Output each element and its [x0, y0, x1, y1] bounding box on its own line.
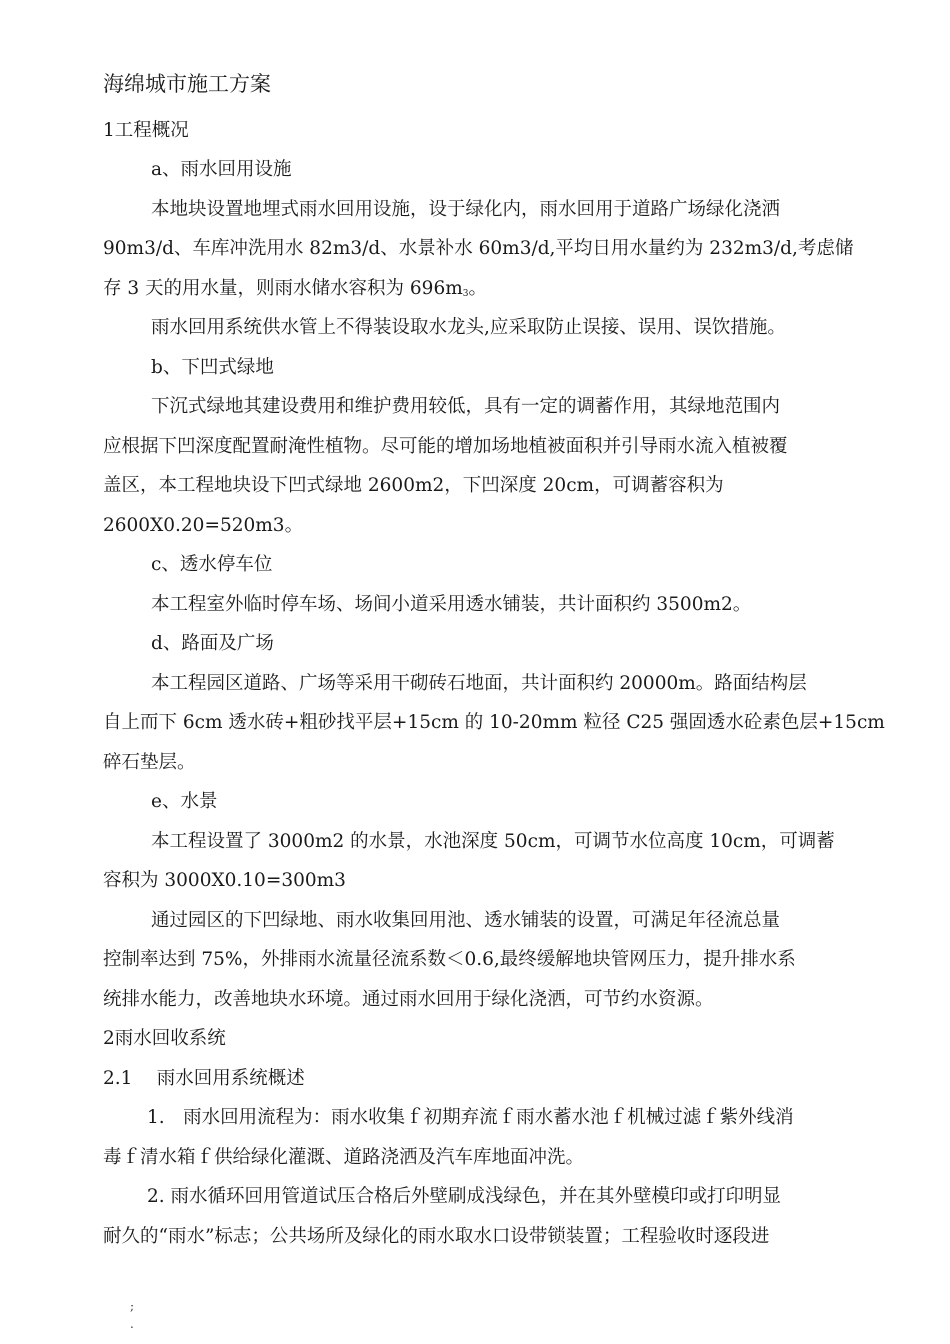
paragraph-text: 存 3 天的用水量，则雨水储水容积为 696m [103, 278, 463, 299]
section-heading: 2雨水回收系统 [103, 1028, 226, 1049]
paragraph-line: 控制率达到 75%，外排雨水流量径流系数＜0.6,最终缓解地块管网压力，提升排水系 [103, 949, 796, 970]
paragraph-line: 应根据下凹深度配置耐淹性植物。尽可能的增加场地植被面积并引导雨水流入植被覆 [103, 436, 788, 457]
paragraph-line: 统排水能力，改善地块水环境。通过雨水回用于绿化浇洒，可节约水资源。 [103, 989, 714, 1010]
paragraph-line: 盖区，本工程地块设下凹式绿地 2600m2，下凹深度 20cm，可调蓄容积为 [103, 475, 724, 496]
paragraph-line: 容积为 3000X0.10=300m3 [103, 870, 346, 891]
footer-mark: . [130, 1317, 134, 1331]
paragraph-line: 本工程设置了 3000m2 的水景，水池深度 50cm，可调节水位高度 10cm，可调蓄 [151, 831, 835, 852]
footer-mark: ; [130, 1299, 135, 1313]
list-item-line: 毒ｆ清水箱ｆ供给绿化灌溉、道路浇洒及汽车库地面冲洗。 [103, 1147, 585, 1168]
list-item-line: 1. 雨水回用流程为：雨水收集ｆ初期弃流ｆ雨水蓄水池ｆ机械过滤ｆ紫外线消 [147, 1107, 794, 1128]
subsection-heading: c、透水停车位 [151, 554, 273, 575]
paragraph-line [103, 277, 487, 306]
paragraph-line: 2600X0.20=520m3。 [103, 515, 304, 536]
section-heading: 1工程概况 [103, 120, 189, 141]
subsection-heading: b、下凹式绿地 [151, 357, 274, 378]
paragraph-line: 90m3/d、车库冲洗用水 82m3/d、水景补水 60m3/d,平均日用水量约为 232m3/d,考虑储 [103, 238, 854, 259]
paragraph-line: 本工程园区道路、广场等采用干砌砖石地面，共计面积约 20000m。路面结构层 [151, 673, 807, 694]
list-item-line: 耐久的“雨水”标志；公共场所及绿化的雨水取水口设带锁装置；工程验收时逐段进 [103, 1226, 770, 1247]
paragraph-line: 自上而下 6cm 透水砖+粗砂找平层+15cm 的 10-20mm 粒径 C25 强固透水砼素色层+15cm [103, 712, 885, 733]
paragraph-line: 本工程室外临时停车场、场间小道采用透水铺装，共计面积约 3500m2。 [151, 594, 752, 615]
subscript: 3 [462, 289, 469, 299]
paragraph-line: 雨水回用系统供水管上不得装设取水龙头,应采取防止误接、误用、误饮措施。 [151, 317, 786, 338]
subsection-heading: e、水景 [151, 791, 218, 812]
paragraph-line: 通过园区的下凹绿地、雨水收集回用池、透水铺装的设置，可满足年径流总量 [151, 910, 781, 931]
paragraph-line: 碎石垫层。 [103, 752, 196, 773]
paragraph-line: 本地块设置地埋式雨水回用设施，设于绿化内，雨水回用于道路广场绿化浇洒 [151, 199, 781, 220]
list-item-line: 2. 雨水循环回用管道试压合格后外壁刷成浅绿色，并在其外壁模印或打印明显 [147, 1186, 782, 1207]
subsection-heading: 2.1 雨水回用系统概述 [103, 1068, 305, 1089]
subsection-heading: a、雨水回用设施 [151, 159, 292, 180]
paragraph-line: 下沉式绿地其建设费用和维护费用较低，具有一定的调蓄作用，其绿地范围内 [151, 396, 781, 417]
page-title: 海绵城市施工方案 [103, 72, 271, 96]
paragraph-text: 。 [468, 278, 488, 299]
subsection-heading: d、路面及广场 [151, 633, 274, 654]
